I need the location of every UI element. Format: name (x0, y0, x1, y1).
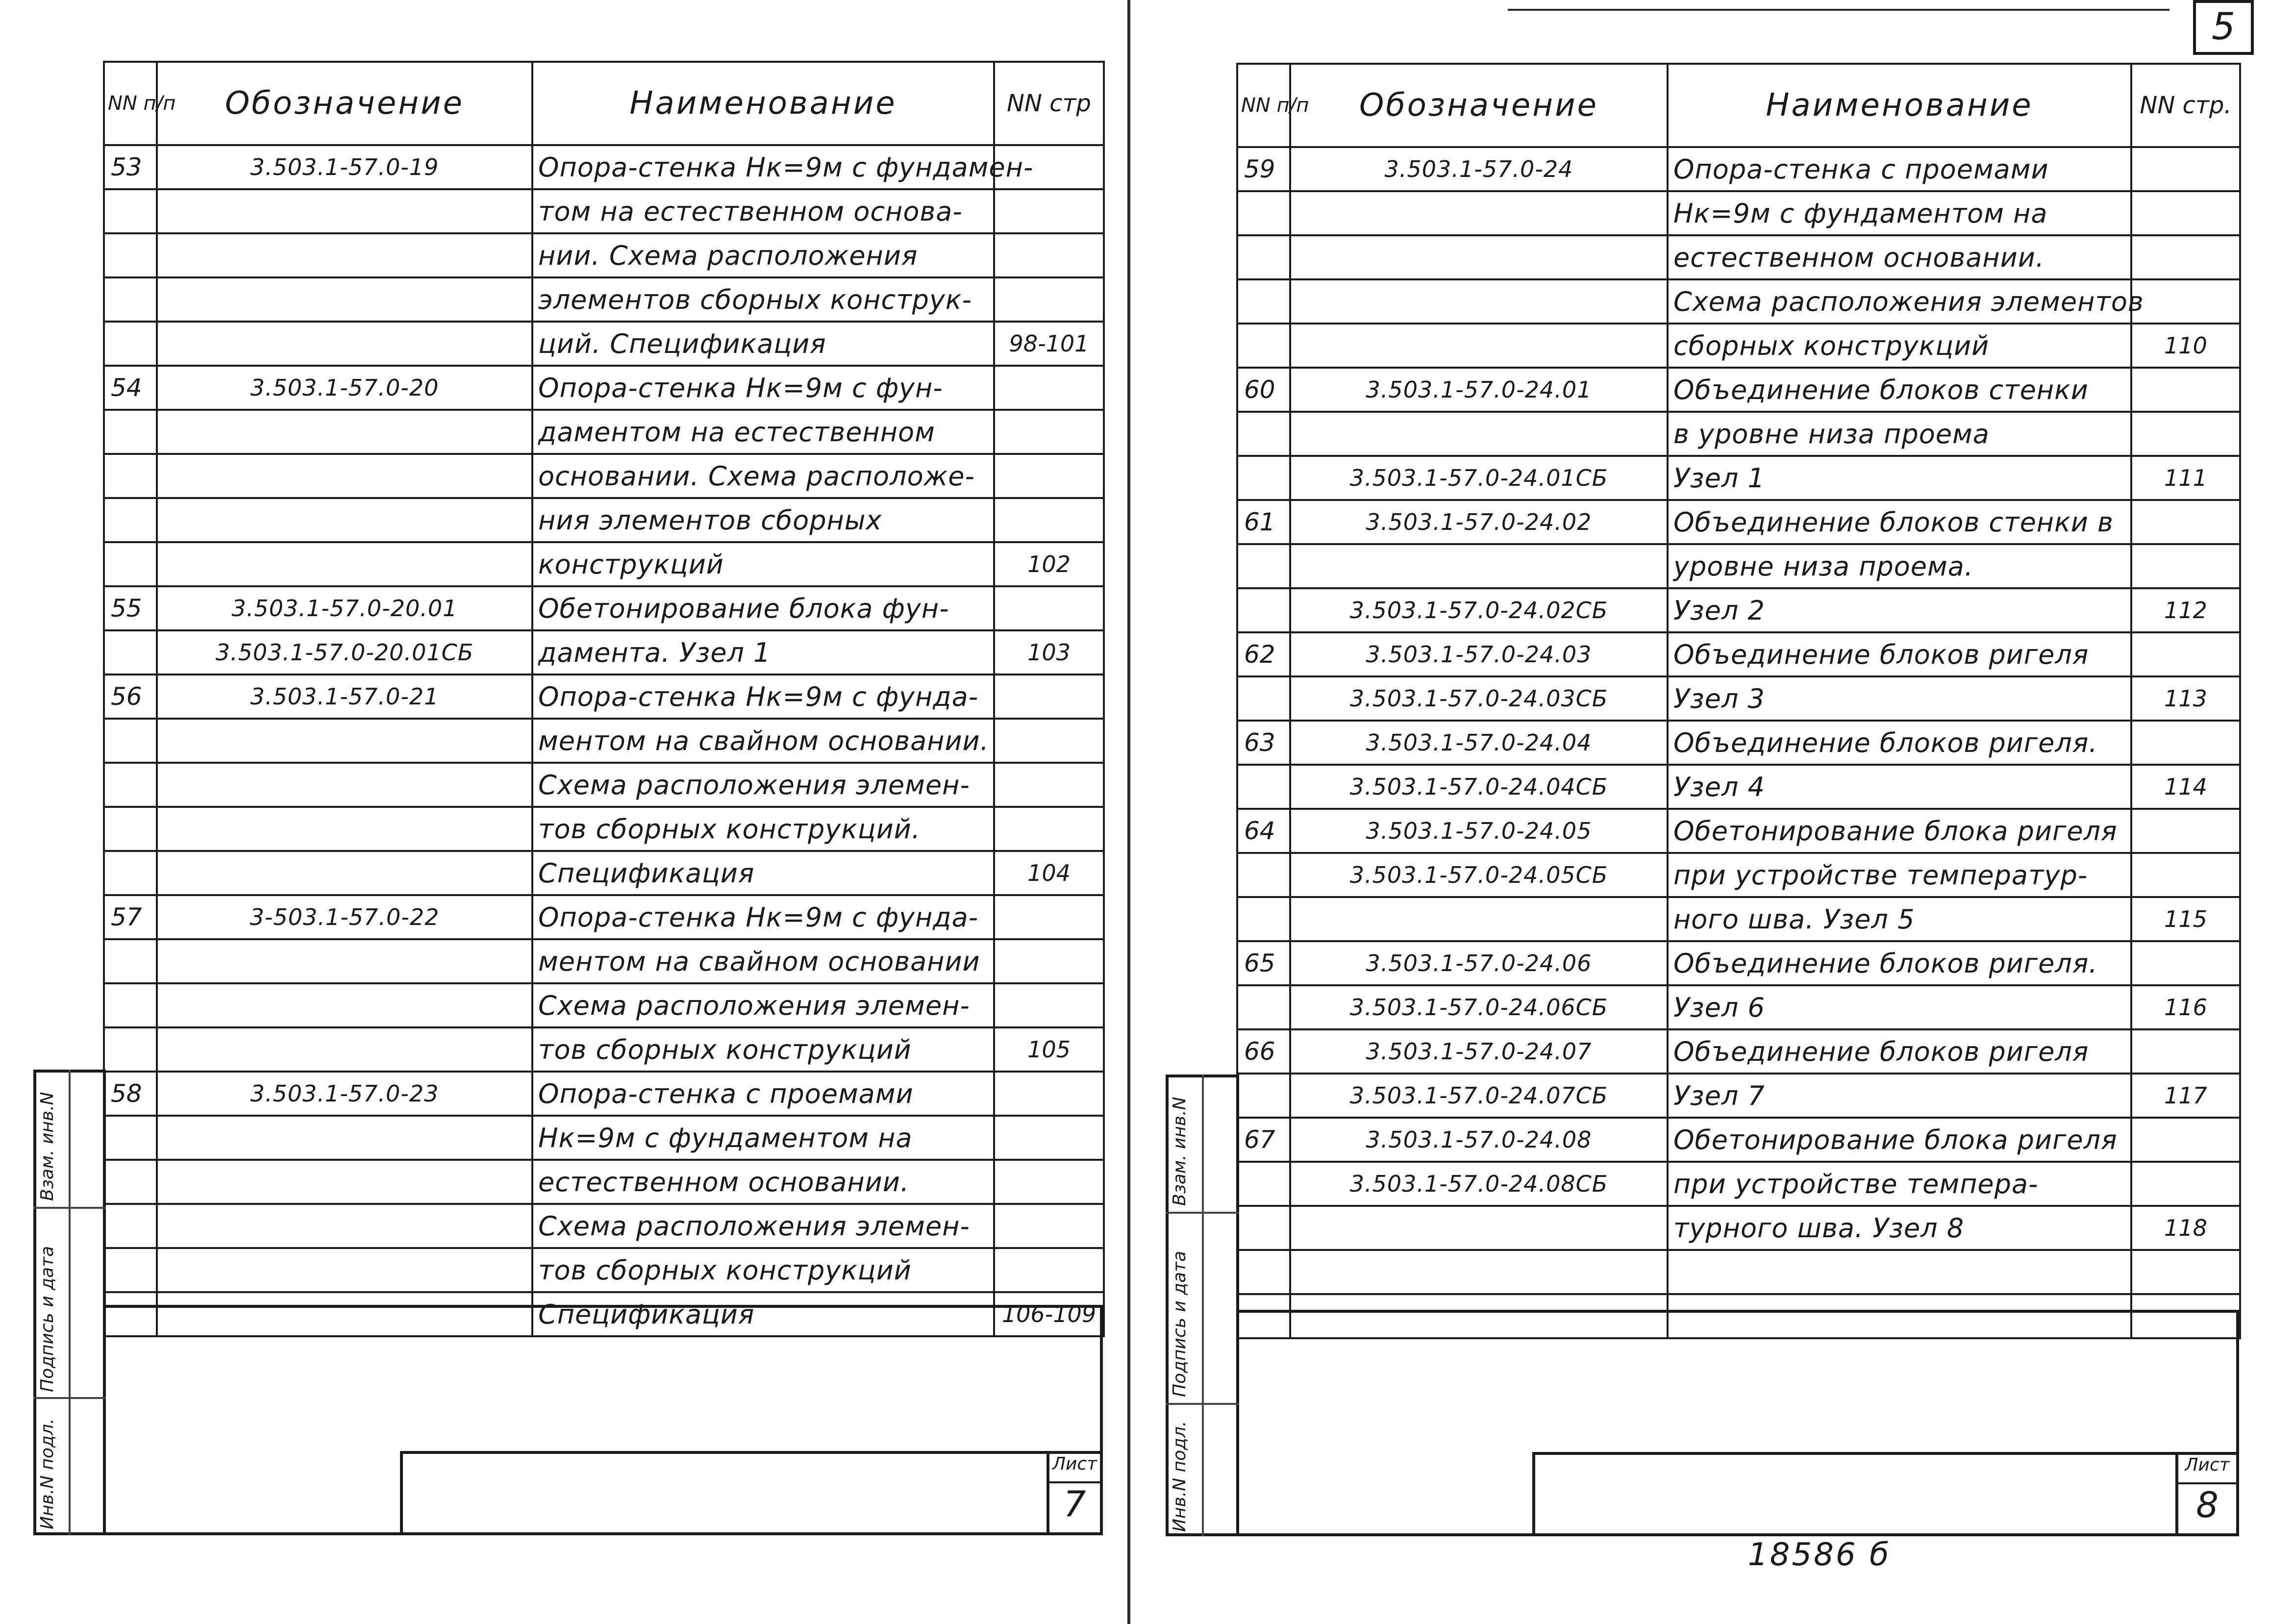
row-title: Объединение блоков стенки в (1668, 500, 2131, 544)
row-designation (1290, 279, 1668, 324)
row-number: 63 (1237, 721, 1290, 765)
row-title: Узел 4 (1668, 765, 2131, 809)
row-title: Схема расположения элемен- (532, 983, 994, 1027)
table-row (104, 233, 1104, 277)
row-number: 56 (104, 675, 157, 719)
row-title (1668, 1250, 2131, 1294)
row-title: ного шва. Узел 5 (1668, 897, 2131, 941)
row-title: турного шва. Узел 8 (1668, 1206, 2131, 1250)
row-designation: 3.503.1-57.0-24.08 (1290, 1118, 1668, 1162)
row-pages (2131, 1162, 2240, 1206)
row-title: в уровне низа проема (1668, 412, 2131, 456)
row-designation: 3.503.1-57.0-19 (157, 145, 532, 189)
row-designation (1290, 1206, 1668, 1250)
header-no: NN п/п (1237, 64, 1290, 147)
row-designation (1290, 324, 1668, 368)
row-number (104, 542, 157, 586)
sheet-divider (1127, 0, 1130, 1624)
footer-code: 18586 б (1748, 1537, 1891, 1573)
row-title: уровне низа проема. (1668, 544, 2131, 588)
row-number (1237, 1206, 1290, 1250)
row-number (104, 983, 157, 1027)
row-number (104, 498, 157, 542)
row-title: Обетонирование блока ригеля (1668, 809, 2131, 853)
row-pages (994, 498, 1104, 542)
row-pages (2131, 279, 2240, 324)
row-title: конструкций (532, 542, 994, 586)
row-title: тов сборных конструкций (532, 1027, 994, 1072)
row-pages: 102 (994, 542, 1104, 586)
row-pages: 115 (2131, 897, 2240, 941)
table-row (104, 851, 1104, 895)
row-title: Схема расположения элемен- (532, 763, 994, 807)
right-side-inv: Инв.N подл. (1170, 1421, 1190, 1532)
row-pages (2131, 191, 2240, 235)
row-designation (157, 1116, 532, 1160)
row-pages (994, 1116, 1104, 1160)
row-number (1237, 676, 1290, 721)
left-sheet (0, 0, 1127, 1624)
table-row (1237, 1250, 2240, 1294)
right-contents-table (1236, 63, 2241, 1339)
table-row (104, 410, 1104, 454)
left-side-inv: Инв.N подл. (37, 1418, 57, 1529)
row-title: естественном основании. (1668, 235, 2131, 279)
row-number: 55 (104, 586, 157, 630)
row-title: ментом на свайном основании (532, 939, 994, 983)
row-title: Спецификация (532, 1292, 994, 1336)
row-title: Опора-стенка Hк=9м с фун- (532, 366, 994, 410)
table-row (104, 542, 1104, 586)
table-row (104, 1204, 1104, 1248)
table-row (104, 277, 1104, 322)
left-sheet-number: 7 (1063, 1483, 1086, 1524)
row-pages (2131, 500, 2240, 544)
row-designation: 3.503.1-57.0-24.03 (1290, 632, 1668, 676)
row-number (104, 807, 157, 851)
row-number (104, 1248, 157, 1292)
row-title: ций. Спецификация (532, 322, 994, 366)
table-row (1237, 588, 2240, 632)
row-designation: 3.503.1-57.0-24.01СБ (1290, 456, 1668, 500)
row-title: дамента. Узел 1 (532, 630, 994, 675)
row-number (104, 322, 157, 366)
row-pages: 114 (2131, 765, 2240, 809)
table-row (1237, 544, 2240, 588)
row-designation: 3.503.1-57.0-24.07СБ (1290, 1074, 1668, 1118)
row-pages: 112 (2131, 588, 2240, 632)
row-number (104, 1027, 157, 1072)
row-designation (157, 1160, 532, 1204)
row-number (104, 1160, 157, 1204)
table-row (1237, 456, 2240, 500)
table-row (1237, 897, 2240, 941)
row-number (1237, 1162, 1290, 1206)
row-number: 61 (1237, 500, 1290, 544)
row-number (1237, 324, 1290, 368)
row-title: Объединение блоков ригеля (1668, 1029, 2131, 1074)
row-number: 54 (104, 366, 157, 410)
row-title: Схема расположения элементов (1668, 279, 2131, 324)
row-number: 67 (1237, 1118, 1290, 1162)
row-pages (994, 233, 1104, 277)
header-name: Наименование (1668, 64, 2131, 147)
right-rows (1237, 147, 2240, 1338)
row-designation: 3.503.1-57.0-24.05СБ (1290, 853, 1668, 897)
row-pages (994, 1160, 1104, 1204)
right-sheet (1135, 0, 2269, 1624)
row-number (1237, 1074, 1290, 1118)
table-row (1237, 324, 2240, 368)
row-title: тов сборных конструкций. (532, 807, 994, 851)
row-title: Опора-стенка Hк=9м с фундамен- (532, 145, 994, 189)
table-row (1237, 985, 2240, 1029)
row-title: Опора-стенка с проемами (1668, 147, 2131, 191)
row-title: Узел 6 (1668, 985, 2131, 1029)
row-number (1237, 544, 1290, 588)
row-designation: 3.503.1-57.0-20 (157, 366, 532, 410)
table-row (1237, 1029, 2240, 1074)
right-sheet-box (2175, 1452, 2239, 1536)
table-row (1237, 279, 2240, 324)
row-designation (157, 851, 532, 895)
row-designation (1290, 412, 1668, 456)
row-designation (1290, 897, 1668, 941)
row-number (1237, 985, 1290, 1029)
left-side-podpis: Подпись и дата (37, 1246, 57, 1392)
table-row (104, 983, 1104, 1027)
table-row (104, 1116, 1104, 1160)
row-number (104, 851, 157, 895)
row-designation: 3.503.1-57.0-24.07 (1290, 1029, 1668, 1074)
row-designation: 3.503.1-57.0-24.08СБ (1290, 1162, 1668, 1206)
row-number (1237, 588, 1290, 632)
row-number (104, 763, 157, 807)
table-row (104, 1072, 1104, 1116)
row-pages (994, 1072, 1104, 1116)
table-row (1237, 1206, 2240, 1250)
row-title: Узел 2 (1668, 588, 2131, 632)
row-designation (1290, 191, 1668, 235)
row-designation: 3.503.1-57.0-24.01 (1290, 368, 1668, 412)
header-page: NN стр. (2131, 64, 2240, 147)
right-title-block (1532, 1452, 2239, 1536)
table-row (1237, 676, 2240, 721)
table-row (104, 675, 1104, 719)
row-designation: 3-503.1-57.0-22 (157, 895, 532, 939)
table-row (104, 807, 1104, 851)
table-row (1237, 1118, 2240, 1162)
table-row (1237, 941, 2240, 985)
row-title: Hк=9м с фундаментом на (532, 1116, 994, 1160)
row-designation (157, 498, 532, 542)
row-designation: 3.503.1-57.0-20.01 (157, 586, 532, 630)
row-title: ния элементов сборных (532, 498, 994, 542)
row-designation (157, 719, 532, 763)
row-designation (157, 189, 532, 233)
row-title: Обетонирование блока фун- (532, 586, 994, 630)
header-page: NN стр (994, 62, 1104, 145)
row-designation: 3.503.1-57.0-24.03СБ (1290, 676, 1668, 721)
page-number-box: 5 (2193, 0, 2254, 55)
row-pages (2131, 544, 2240, 588)
row-title: нии. Схема расположения (532, 233, 994, 277)
row-designation (157, 1027, 532, 1072)
right-sheet-number: 8 (2196, 1484, 2219, 1525)
row-designation (157, 277, 532, 322)
left-rows (104, 145, 1104, 1336)
row-pages (994, 763, 1104, 807)
table-row (104, 630, 1104, 675)
row-title: Узел 7 (1668, 1074, 2131, 1118)
row-title: Опора-стенка с проемами (532, 1072, 994, 1116)
row-designation (1290, 1250, 1668, 1294)
row-number (1237, 279, 1290, 324)
row-designation: 3.503.1-57.0-21 (157, 675, 532, 719)
table-row (1237, 1074, 2240, 1118)
row-title: Объединение блоков ригеля (1668, 632, 2131, 676)
row-pages (994, 807, 1104, 851)
row-designation: 3.503.1-57.0-24.05 (1290, 809, 1668, 853)
row-designation: 3.503.1-57.0-20.01СБ (157, 630, 532, 675)
row-pages (994, 1204, 1104, 1248)
row-title: Опора-стенка Hк=9м с фунда- (532, 675, 994, 719)
row-pages: 116 (2131, 985, 2240, 1029)
row-designation (157, 322, 532, 366)
row-number (104, 630, 157, 675)
row-title: элементов сборных конструк- (532, 277, 994, 322)
row-designation (157, 1204, 532, 1248)
table-row (1237, 1162, 2240, 1206)
table-row (104, 763, 1104, 807)
row-pages (2131, 147, 2240, 191)
row-pages (994, 983, 1104, 1027)
table-row (104, 189, 1104, 233)
row-designation (157, 983, 532, 1027)
row-pages (994, 675, 1104, 719)
row-title: том на естественном основа- (532, 189, 994, 233)
row-number (1237, 853, 1290, 897)
row-title: Схема расположения элемен- (532, 1204, 994, 1248)
row-pages (2131, 941, 2240, 985)
row-pages (994, 719, 1104, 763)
table-row (104, 1160, 1104, 1204)
row-number: 58 (104, 1072, 157, 1116)
row-designation (157, 410, 532, 454)
row-pages (994, 189, 1104, 233)
row-designation (157, 807, 532, 851)
row-number (104, 410, 157, 454)
row-pages (994, 277, 1104, 322)
row-pages: 118 (2131, 1206, 2240, 1250)
table-row (1237, 147, 2240, 191)
row-number (1237, 897, 1290, 941)
row-title: Опора-стенка Hк=9м с фунда- (532, 895, 994, 939)
row-number (1237, 191, 1290, 235)
row-title: Hк=9м с фундаментом на (1668, 191, 2131, 235)
left-contents-table (103, 61, 1105, 1337)
row-title: Спецификация (532, 851, 994, 895)
row-pages: 98-101 (994, 322, 1104, 366)
row-designation: 3.503.1-57.0-24.02СБ (1290, 588, 1668, 632)
row-number (104, 277, 157, 322)
row-title: Объединение блоков ригеля. (1668, 721, 2131, 765)
table-row (104, 366, 1104, 410)
left-side-vzam: Взам. инв.N (37, 1092, 57, 1201)
table-row (1237, 412, 2240, 456)
row-title: Узел 1 (1668, 456, 2131, 500)
table-row (104, 145, 1104, 189)
row-designation (157, 763, 532, 807)
row-number (104, 1204, 157, 1248)
left-sheet-word: Лист (1049, 1454, 1100, 1483)
table-row (104, 322, 1104, 366)
right-sheet-word: Лист (2178, 1455, 2236, 1484)
right-side-podpis: Подпись и дата (1170, 1250, 1190, 1397)
row-number: 66 (1237, 1029, 1290, 1074)
row-designation (157, 233, 532, 277)
table-row (1237, 721, 2240, 765)
row-designation (157, 542, 532, 586)
table-row (1237, 632, 2240, 676)
row-pages (994, 895, 1104, 939)
header-name: Наименование (532, 62, 994, 145)
row-number (104, 189, 157, 233)
row-pages (994, 454, 1104, 498)
left-sheet-box (1047, 1451, 1103, 1535)
row-title: Обетонирование блока ригеля (1668, 1118, 2131, 1162)
table-row (1237, 191, 2240, 235)
row-pages: 113 (2131, 676, 2240, 721)
row-pages (2131, 412, 2240, 456)
row-pages (2131, 235, 2240, 279)
row-number: 53 (104, 145, 157, 189)
row-pages (2131, 1118, 2240, 1162)
row-title: сборных конструкций (1668, 324, 2131, 368)
row-number: 65 (1237, 941, 1290, 985)
row-designation (157, 939, 532, 983)
row-pages (2131, 632, 2240, 676)
header-code: Обозначение (1290, 64, 1668, 147)
row-title: Объединение блоков ригеля. (1668, 941, 2131, 985)
table-row (1237, 809, 2240, 853)
row-pages (2131, 368, 2240, 412)
row-number: 64 (1237, 809, 1290, 853)
row-pages: 117 (2131, 1074, 2240, 1118)
row-title: ментом на свайном основании. (532, 719, 994, 763)
row-title: Объединение блоков стенки (1668, 368, 2131, 412)
table-row (104, 939, 1104, 983)
row-designation: 3.503.1-57.0-24.04СБ (1290, 765, 1668, 809)
row-pages (2131, 1250, 2240, 1294)
row-pages (994, 410, 1104, 454)
left-title-block (400, 1451, 1103, 1535)
row-pages (2131, 721, 2240, 765)
row-number: 60 (1237, 368, 1290, 412)
row-pages (994, 939, 1104, 983)
row-pages (994, 586, 1104, 630)
right-side-vzam: Взам. инв.N (1170, 1097, 1190, 1206)
row-pages: 106-109 (994, 1292, 1104, 1336)
row-number (104, 939, 157, 983)
row-number (1237, 456, 1290, 500)
row-designation: 3.503.1-57.0-24.02 (1290, 500, 1668, 544)
row-designation: 3.503.1-57.0-24 (1290, 147, 1668, 191)
row-designation: 3.503.1-57.0-24.04 (1290, 721, 1668, 765)
row-pages: 105 (994, 1027, 1104, 1072)
row-pages (994, 366, 1104, 410)
header-no: NN п/п (104, 62, 157, 145)
table-row (1237, 853, 2240, 897)
row-designation (157, 1248, 532, 1292)
row-number: 62 (1237, 632, 1290, 676)
row-number (1237, 235, 1290, 279)
row-pages (2131, 809, 2240, 853)
row-title: тов сборных конструкций (532, 1248, 994, 1292)
table-row (104, 498, 1104, 542)
row-number (1237, 412, 1290, 456)
row-designation: 3.503.1-57.0-24.06 (1290, 941, 1668, 985)
row-number (104, 1116, 157, 1160)
row-pages (994, 1248, 1104, 1292)
row-number (1237, 1250, 1290, 1294)
row-designation: 3.503.1-57.0-24.06СБ (1290, 985, 1668, 1029)
table-row (1237, 500, 2240, 544)
row-pages: 104 (994, 851, 1104, 895)
row-pages: 111 (2131, 456, 2240, 500)
row-designation (157, 454, 532, 498)
row-pages: 110 (2131, 324, 2240, 368)
row-title: естественном основании. (532, 1160, 994, 1204)
table-row (104, 454, 1104, 498)
row-title: основании. Схема расположе- (532, 454, 994, 498)
row-number (104, 233, 157, 277)
row-number (104, 454, 157, 498)
table-row (104, 1027, 1104, 1072)
row-designation (1290, 544, 1668, 588)
row-pages (2131, 1029, 2240, 1074)
row-pages (2131, 853, 2240, 897)
table-row (104, 895, 1104, 939)
table-row (104, 719, 1104, 763)
row-number (1237, 765, 1290, 809)
header-code: Обозначение (157, 62, 532, 145)
row-number: 57 (104, 895, 157, 939)
table-row (1237, 368, 2240, 412)
table-row (1237, 235, 2240, 279)
row-pages: 103 (994, 630, 1104, 675)
row-designation: 3.503.1-57.0-23 (157, 1072, 532, 1116)
row-title: при устройстве темпера- (1668, 1162, 2131, 1206)
row-number (104, 719, 157, 763)
row-designation (1290, 235, 1668, 279)
table-row (104, 1248, 1104, 1292)
row-number: 59 (1237, 147, 1290, 191)
table-row (104, 586, 1104, 630)
row-title: даментом на естественном (532, 410, 994, 454)
row-title: Узел 3 (1668, 676, 2131, 721)
table-row (1237, 765, 2240, 809)
row-title: при устройстве температур- (1668, 853, 2131, 897)
